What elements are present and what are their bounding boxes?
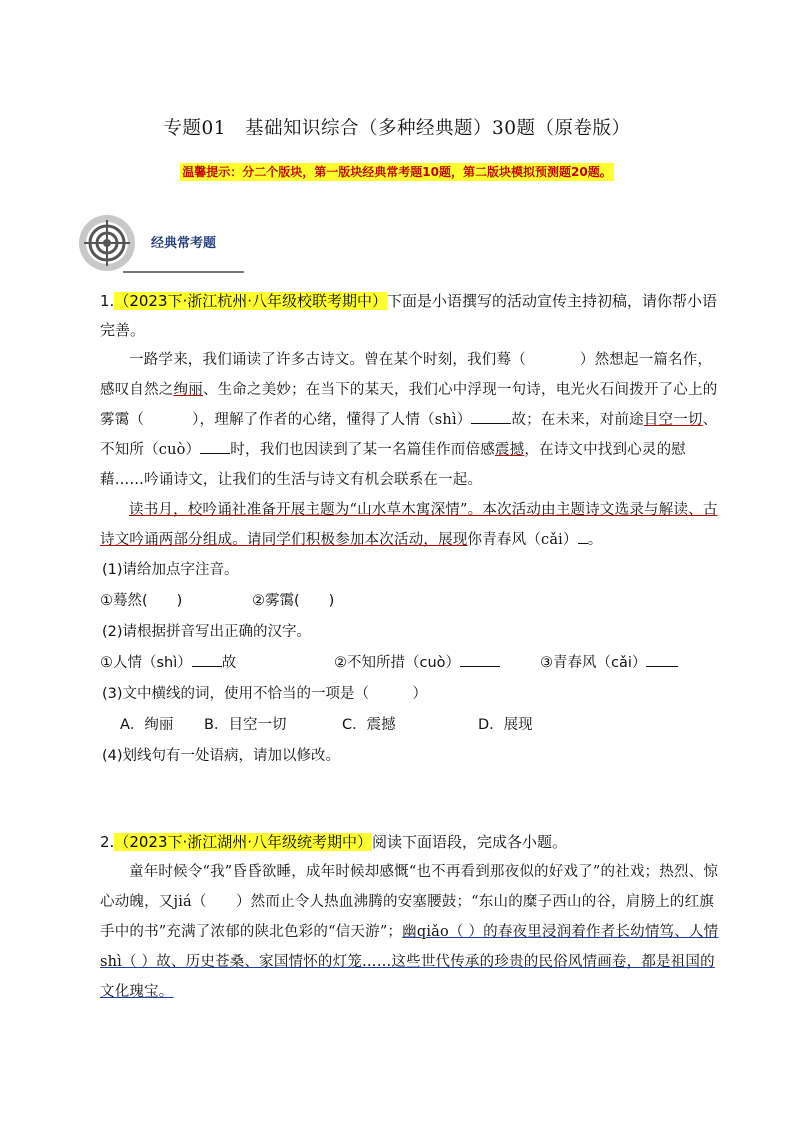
q2-passage: [100, 857, 720, 1007]
q1-sub2-blank[interactable]: [192, 650, 222, 667]
q1-underlined-sentence: 读书月，校吟诵社准备开展主题为“山水草木寓深情”。本次活动由主题诗文选录与解读、古诗文吟诵两部分组成。请同学们积极参加本次活动，: [100, 502, 718, 548]
q1-sub2-item: [334, 648, 540, 679]
section-divider: [123, 271, 244, 273]
q1-sub-2: (2)请根据拼音写出正确的汉字。: [102, 624, 312, 640]
q1-p1-text: 一路学来，我们诵读了许多古诗文。曾在某个时刻，我们蓦（: [129, 352, 526, 368]
question-2: [100, 828, 720, 1007]
q1-sub2-blank[interactable]: [646, 650, 678, 667]
question-1: [100, 287, 720, 772]
q1-sub2-item: [540, 648, 678, 679]
q1-sub-4: (4)划线句有一处语病，请加以修改。: [102, 748, 341, 764]
q1-number: 1.: [100, 292, 115, 310]
q1-p1-text: ，在诗文中找到心灵的慰藉……吟诵诗文，让我们的生活与诗文有机会联系在一起。: [100, 442, 687, 488]
q1-word-1: 绚丽: [173, 382, 203, 398]
q1-blank-shi[interactable]: [471, 407, 511, 424]
q1-sub2-label: ③青春风（cǎi）: [540, 655, 647, 671]
q2-source: （2023下·浙江湖州·八年级统考期中）: [114, 833, 373, 851]
q1-sub2-item: [100, 648, 334, 679]
target-icon: [78, 214, 136, 272]
q1-option-d[interactable]: D．展现: [478, 717, 533, 733]
q1-p2-text: 。: [587, 532, 603, 548]
section-label: 经典常考题: [151, 236, 217, 251]
q1-word-3: 震撼: [494, 442, 525, 458]
tip-banner: [0, 161, 794, 181]
q1-sub-1-items: [100, 586, 720, 617]
q2-heading: [100, 828, 720, 857]
q1-stem: 下面是小语撰写的活动宣传主持初稿，请你帮小语完善。: [100, 292, 718, 339]
q1-option-b[interactable]: B．目空一切: [204, 717, 287, 733]
q1-sub2-label: ②不知所措（cuò）: [334, 655, 461, 671]
q1-blank-cai[interactable]: [578, 527, 588, 544]
section-header: [78, 214, 248, 274]
q1-passage-1: [100, 345, 720, 495]
page-title: 专题01 基础知识综合（多种经典题）30题（原卷版）: [163, 118, 631, 139]
q1-source: （2023下·浙江杭州·八年级校联考期中）: [114, 292, 388, 310]
q1-passage-2: [100, 495, 720, 555]
q1-sub2-label: 故: [221, 655, 237, 671]
q1-options: [100, 710, 720, 741]
q1-sub-1: (1)请给加点字注音。: [102, 562, 239, 578]
q1-p1-text: ），理解了作者的心绪，懂得了人情（shì）: [192, 412, 472, 428]
q1-p1-text: ）然想起一篇名作，感叹自然之: [100, 352, 713, 398]
q1-sub1-item: ①蓦然( ): [100, 593, 183, 609]
q1-option-a[interactable]: A．绚丽: [120, 717, 174, 733]
tip-text: 温馨提示：分二个版块，第一版块经典常考题10题，第二版块模拟预测题20题。: [182, 165, 612, 179]
q1-p1-text: 故；在未来，对前途: [511, 412, 644, 428]
q1-sub-3: (3)文中横线的词，使用不恰当的一项是（ ）: [102, 686, 428, 702]
q1-heading: [100, 287, 720, 345]
q2-p1-text: 童年时候令“我”昏昏欲睡，成年时候却感慨“也不再看到那夜似的好戏了”的社戏；热烈、惊心动魄，又jiá（ ）然而止令人热血沸腾的安塞腰鼓；“东山的糜子西山的谷，肩膀上的红旗手中的书”充满了浓郁的陕北色彩的“信天游”；: [100, 864, 719, 940]
q1-p1-text: 、生命之美妙；在当下的某天，我们心中浮现一句诗，电光火石间拨开了心上的雾霭（: [100, 382, 718, 428]
q1-option-c[interactable]: C．震撼: [342, 717, 396, 733]
q1-p2-text: 你青春风（cǎi）: [467, 532, 578, 548]
q1-p1-text: 、不知所（cuò）: [100, 412, 718, 458]
q1-sub-2-items: [100, 648, 720, 679]
q1-sub2-blank[interactable]: [460, 650, 500, 667]
q1-word-4: 展现: [438, 532, 468, 548]
q1-blank-cuo[interactable]: [200, 437, 230, 454]
q1-word-2: 目空一切: [643, 412, 703, 428]
q2-underlined-sentence: 幽qiǎo（ ）的春夜里浸润着作者长幼情笃、人情shì（ ）故、历史苍桑、家国情怀的灯笼……这些世代传承的珍贵的民俗风情画卷，都是祖国的文化瑰宝。: [100, 924, 719, 1000]
q2-stem: 阅读下面语段，完成各小题。: [372, 833, 568, 851]
q1-sub1-item: ②雾霭( ): [252, 593, 335, 609]
q1-sub2-label: ①人情（shì）: [100, 655, 192, 671]
q2-number: 2.: [100, 833, 115, 851]
q1-p1-text: 时，我们也因读到了某一名篇佳作而倍感: [230, 442, 495, 458]
